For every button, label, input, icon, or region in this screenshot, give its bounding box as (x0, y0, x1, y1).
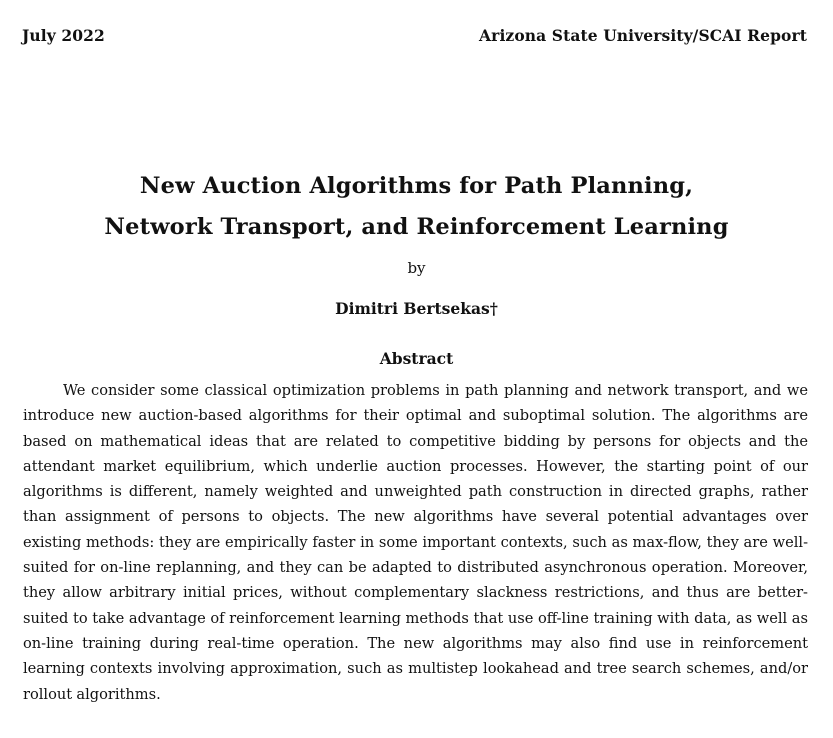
report-institution: Arizona State University/SCAI Report (479, 25, 807, 45)
page-header (22, 24, 807, 46)
paper-title (0, 166, 833, 248)
abstract-body: We consider some classical optimization problems in path planning and network transport, and we introduce new auction-based algorithms for their optimal and suboptimal solution. The algorithms are based on mathematical ideas that are related to competitive bidding by persons for objects and the attendant market equilibrium, which underlie auction processes. However, the starting point of our algorithms is different, namely weighted and unweighted path construction in directed graphs, rather than assignment of persons to objects. The new algorithms have several potential advantages over existing methods: they are empirically faster in some important contexts, such as max-flow, they are well-suited for on-line replanning, and they can be adapted to distributed asynchronous operation. Moreover, they allow arbitrary initial prices, without complementary slackness restrictions, and thus are better-suited to take advantage of reinforcement learning methods that use off-line training with data, as well as on-line training during real-time operation. The new algorithms may also find use in reinforcement learning contexts involving approximation, such as multistep lookahead and tree search schemes, and/or rollout algorithms. (23, 382, 808, 703)
abstract-heading: Abstract (379, 349, 454, 368)
byline: by (407, 259, 426, 277)
author-name: Dimitri Bertsekas† (335, 299, 498, 318)
title-line-2: Network Transport, and Reinforcement Learning (104, 214, 729, 240)
title-line-1: New Auction Algorithms for Path Planning, (139, 173, 694, 199)
report-date: July 2022 (22, 25, 105, 45)
